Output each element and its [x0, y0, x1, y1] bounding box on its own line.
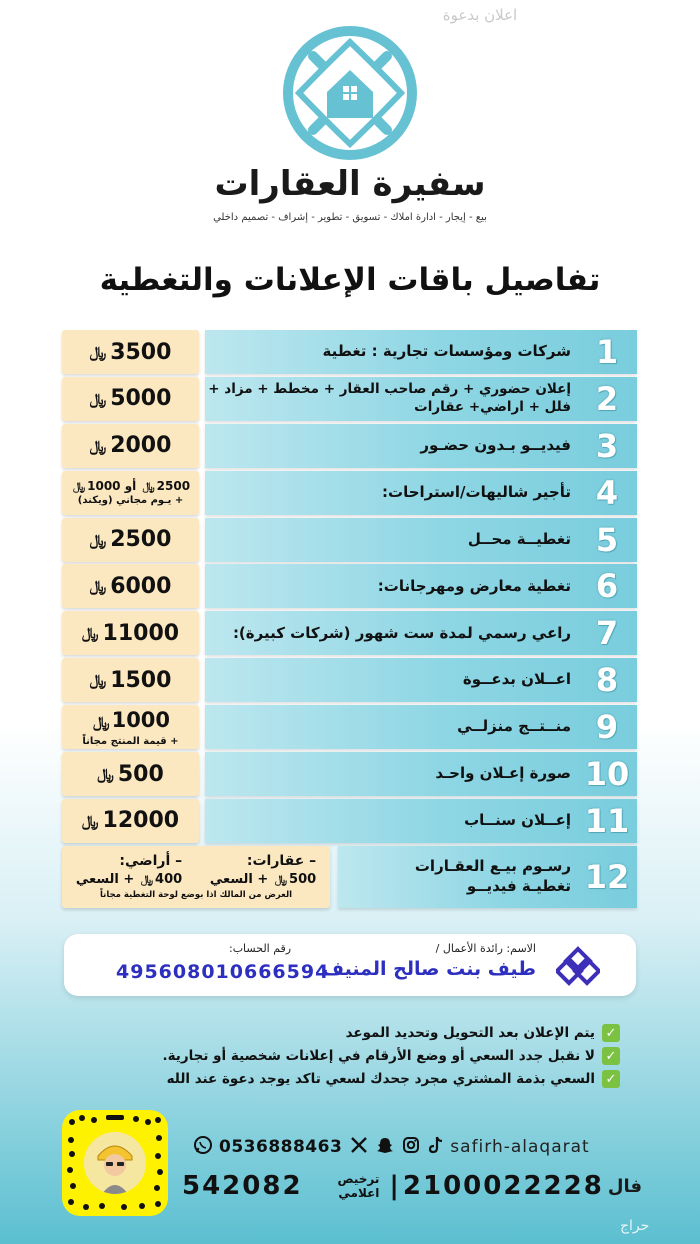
- package-info: [205, 799, 637, 843]
- package-row: [62, 518, 637, 562]
- account-number: 495608010666594: [116, 961, 330, 983]
- package-label: تغطيــة محــل: [467, 529, 571, 548]
- package-info: [205, 518, 637, 562]
- package-number: 2: [595, 379, 619, 418]
- package-price: 6000 ﷼: [62, 564, 199, 608]
- package-number: 10: [584, 755, 630, 794]
- package-info: [205, 611, 637, 655]
- social-handle[interactable]: safirh-alaqarat: [450, 1137, 590, 1157]
- package-label: تأجير شاليهات/استراحات:: [382, 482, 571, 501]
- tiktok-icon[interactable]: [428, 1136, 444, 1158]
- package-row: [62, 471, 637, 515]
- package-price: 2000 ﷼: [62, 424, 199, 468]
- package-price: – عقارات: 500﷼ + السعي – أراضي: 400﷼ + السعي العرض من المالك اذا بوضع لوحة التغطية مجاناً: [62, 846, 330, 908]
- package-info: [205, 752, 637, 796]
- package-list: [62, 330, 637, 911]
- package-label: اعــلان بدعــوة: [462, 670, 571, 689]
- package-number: 1: [595, 333, 619, 371]
- package-label: راعي رسمي لمدة ست شهور (شركات كبيرة):: [232, 623, 571, 642]
- package-number: 7: [595, 614, 619, 653]
- check-icon: ✓: [602, 1024, 620, 1042]
- faal-logo: فال: [607, 1175, 642, 1197]
- package-label: صورة إعـلان واحـد: [435, 764, 571, 783]
- package-row: [62, 658, 637, 702]
- package-number: 4: [595, 473, 619, 512]
- snapchat-icon[interactable]: [376, 1136, 394, 1158]
- whatsapp-icon[interactable]: [193, 1135, 213, 1159]
- package-label: تغطية معارض ومهرجانات:: [377, 576, 571, 595]
- license-number: 2100022228: [402, 1171, 604, 1201]
- brand-services: بيع - إيجار - ادارة املاك - تسويق - تطوير - إشراف - تصميم داخلي: [213, 212, 487, 223]
- package-info: [205, 658, 637, 702]
- package-info: [205, 564, 637, 608]
- check-icon: ✓: [602, 1070, 620, 1088]
- package-info: [338, 846, 637, 908]
- bank-logo-icon: [556, 946, 600, 986]
- terms-list: [100, 1024, 620, 1093]
- account-name-label: الاسم: رائدة الأعمال /: [435, 942, 536, 955]
- package-number: 11: [584, 801, 630, 840]
- package-number: 5: [595, 520, 619, 559]
- ad-license-number: 542082: [182, 1171, 303, 1201]
- watermark-bottom: حراج: [620, 1218, 650, 1234]
- package-price: 11000 ﷼: [62, 611, 199, 655]
- package-number: 8: [595, 661, 619, 700]
- separator: |: [389, 1171, 399, 1201]
- page-title: تفاصيل باقات الإعلانات والتغطية: [99, 262, 601, 298]
- package-label: إعــلان سنــاب: [464, 811, 571, 830]
- package-info: [205, 705, 637, 749]
- package-row: [62, 564, 637, 608]
- check-icon: ✓: [602, 1047, 620, 1065]
- package-number: 6: [595, 567, 619, 606]
- house-logo-icon: [283, 26, 417, 160]
- package-price: 12000 ﷼: [62, 799, 199, 843]
- account-name: طيف بنت صالح المنيف: [322, 958, 536, 980]
- package-price: 1500 ﷼: [62, 658, 199, 702]
- package-info: [205, 377, 637, 421]
- package-label: إعلان حضوري + رقم صاحب العقار + مخطط + مزاد + فلل + اراضي+ عقارات: [208, 381, 571, 415]
- bank-account-card: [64, 934, 636, 996]
- list-item: ✓ يتم الإعلان بعد التحويل وتحديد الموعد: [100, 1024, 620, 1042]
- package-row: [62, 752, 637, 796]
- watermark-top: اعلان بدعوة: [442, 6, 518, 24]
- package-label: رسـوم بيـع العقـارات تغطيـة فيديــو: [414, 857, 571, 895]
- bitmoji-avatar-icon: [84, 1132, 146, 1194]
- package-price: 5000 ﷼: [62, 377, 199, 421]
- realestate-fee: – عقارات: 500﷼ + السعي: [209, 852, 317, 887]
- package-info: [205, 471, 637, 515]
- land-fee: – أراضي: 400﷼ + السعي: [75, 852, 183, 887]
- phone-number[interactable]: 0536888463: [219, 1137, 343, 1157]
- instagram-icon[interactable]: [402, 1136, 420, 1158]
- package-number: 9: [595, 708, 619, 747]
- package-label: فيديــو بـدون حضـور: [420, 436, 571, 455]
- package-row: [62, 705, 637, 749]
- x-icon[interactable]: [350, 1136, 368, 1158]
- contact-row: [185, 1135, 635, 1159]
- package-row: [62, 424, 637, 468]
- brand-logo: [283, 26, 417, 160]
- package-info: [205, 330, 637, 374]
- package-label: شركات ومؤسسات تجارية : تغطية: [322, 342, 571, 361]
- package-row: [62, 799, 637, 843]
- package-info: [205, 424, 637, 468]
- license-row: [182, 1168, 642, 1204]
- package-row: [62, 377, 637, 421]
- package-price: 500 ﷼: [62, 752, 199, 796]
- package-label: منــتــج منزلــي: [457, 717, 571, 736]
- list-item: ✓ السعي بذمة المشتري مجرد جحدك لسعي تاكد يوجد دعوة عند الله: [100, 1070, 620, 1088]
- avatar: [84, 1132, 146, 1194]
- package-row: [62, 330, 637, 374]
- package-price: 2500 ﷼: [62, 518, 199, 562]
- snapcode[interactable]: [62, 1110, 168, 1216]
- license-label: ترخيص اعلامي: [337, 1172, 380, 1200]
- package-row: [62, 846, 637, 908]
- package-price: 3500 ﷼: [62, 330, 199, 374]
- package-price: 1000﷼ + قيمة المنتج مجاناً: [62, 705, 199, 749]
- package-number: 3: [595, 426, 619, 465]
- package-number: 12: [584, 857, 630, 896]
- account-number-label: رقم الحساب:: [229, 942, 292, 955]
- list-item: ✓ لا نقبل جدد السعي أو وضع الأرقام في إعلانات شخصية أو تجارية.: [100, 1047, 620, 1065]
- brand-name: سفيرة العقارات: [214, 164, 486, 204]
- package-price: 2500﷼ أو 1000﷼ + يـوم مجاني (ويكند): [62, 471, 199, 515]
- package-row: [62, 611, 637, 655]
